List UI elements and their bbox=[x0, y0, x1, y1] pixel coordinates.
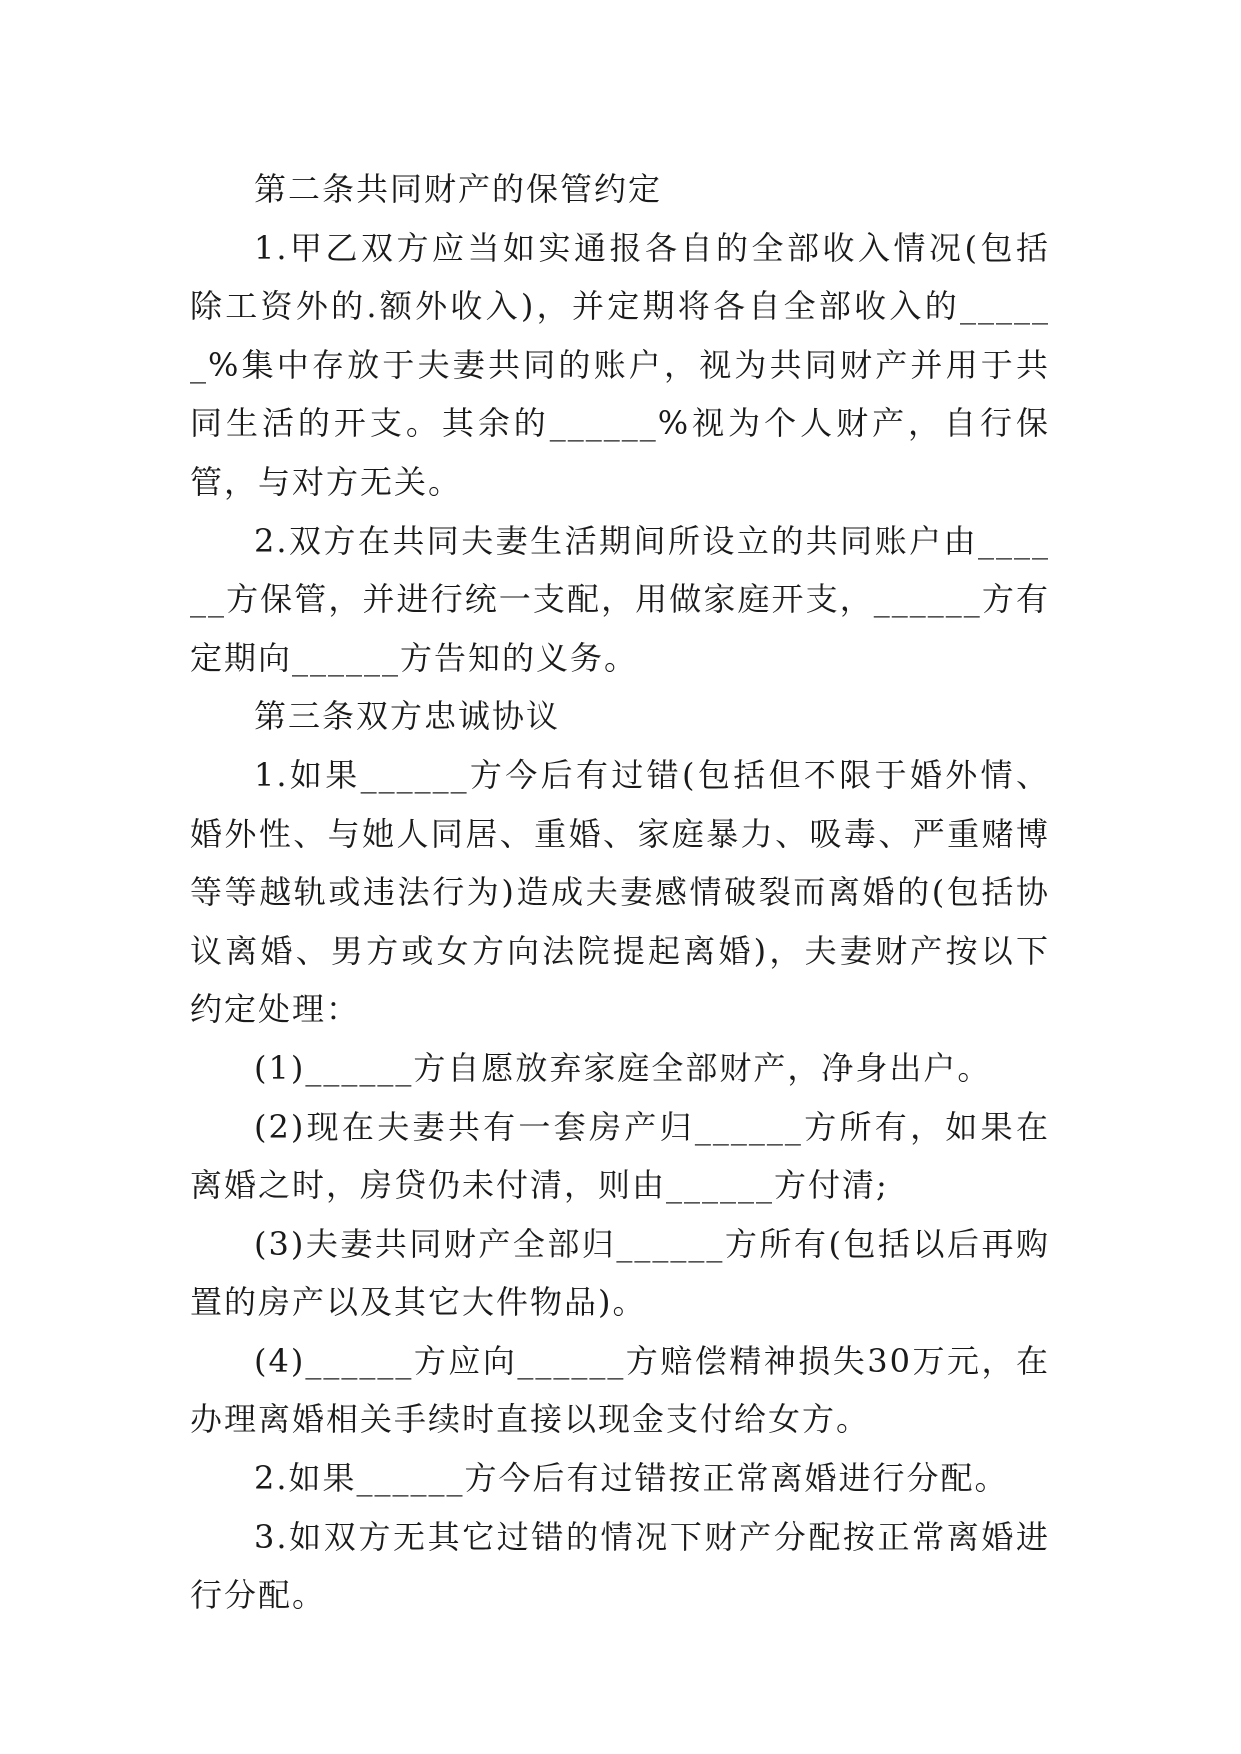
clause-3-2: 2.如果______方今后有过错按正常离婚进行分配。 bbox=[254, 1459, 1009, 1498]
clause-3-1: 1.如果______方今后有过错(包括但不限于婚外情、婚外性、与她人同居、重婚、家庭暴力、吸毒、严重赌博等等越轨或违法行为)造成夫妻感情破裂而离婚的(包括协议离婚、男方或女方向法院提起离婚)，夫妻财产按以下约定处理： bbox=[190, 755, 1050, 1029]
clause-2-2: 2.双方在共同夫妻生活期间所设立的共同账户由______方保管，并进行统一支配，用做家庭开支，______方有定期向______方告知的义务。 bbox=[190, 521, 1050, 677]
clause-3-1-item-3: (3)夫妻共同财产全部归______方所有(包括以后再购置的房产以及其它大件物品)。 bbox=[190, 1224, 1050, 1322]
document-body bbox=[190, 160, 1050, 1625]
clause-2-1: 1.甲乙双方应当如实通报各自的全部收入情况(包括除工资外的.额外收入)，并定期将各自全部收入的______%集中存放于夫妻共同的账户，视为共同财产并用于共同生活的开支。其余的______%视为个人财产，自行保管，与对方无关。 bbox=[190, 228, 1050, 501]
clause-3-3: 3.如双方无其它过错的情况下财产分配按正常离婚进行分配。 bbox=[190, 1517, 1050, 1615]
heading-article-3: 第三条双方忠诚协议 bbox=[254, 697, 561, 736]
clause-3-1-item-2: (2)现在夫妻共有一套房产归______方所有，如果在离婚之时，房贷仍未付清，则由______方付清; bbox=[190, 1107, 1050, 1205]
clause-3-1-item-4: (4)______方应向______方赔偿精神损失30万元，在办理离婚相关手续时直接以现金支付给女方。 bbox=[190, 1341, 1050, 1439]
heading-article-2: 第二条共同财产的保管约定 bbox=[254, 170, 663, 208]
clause-3-1-item-1: (1)______方自愿放弃家庭全部财产，净身出户。 bbox=[254, 1048, 992, 1087]
